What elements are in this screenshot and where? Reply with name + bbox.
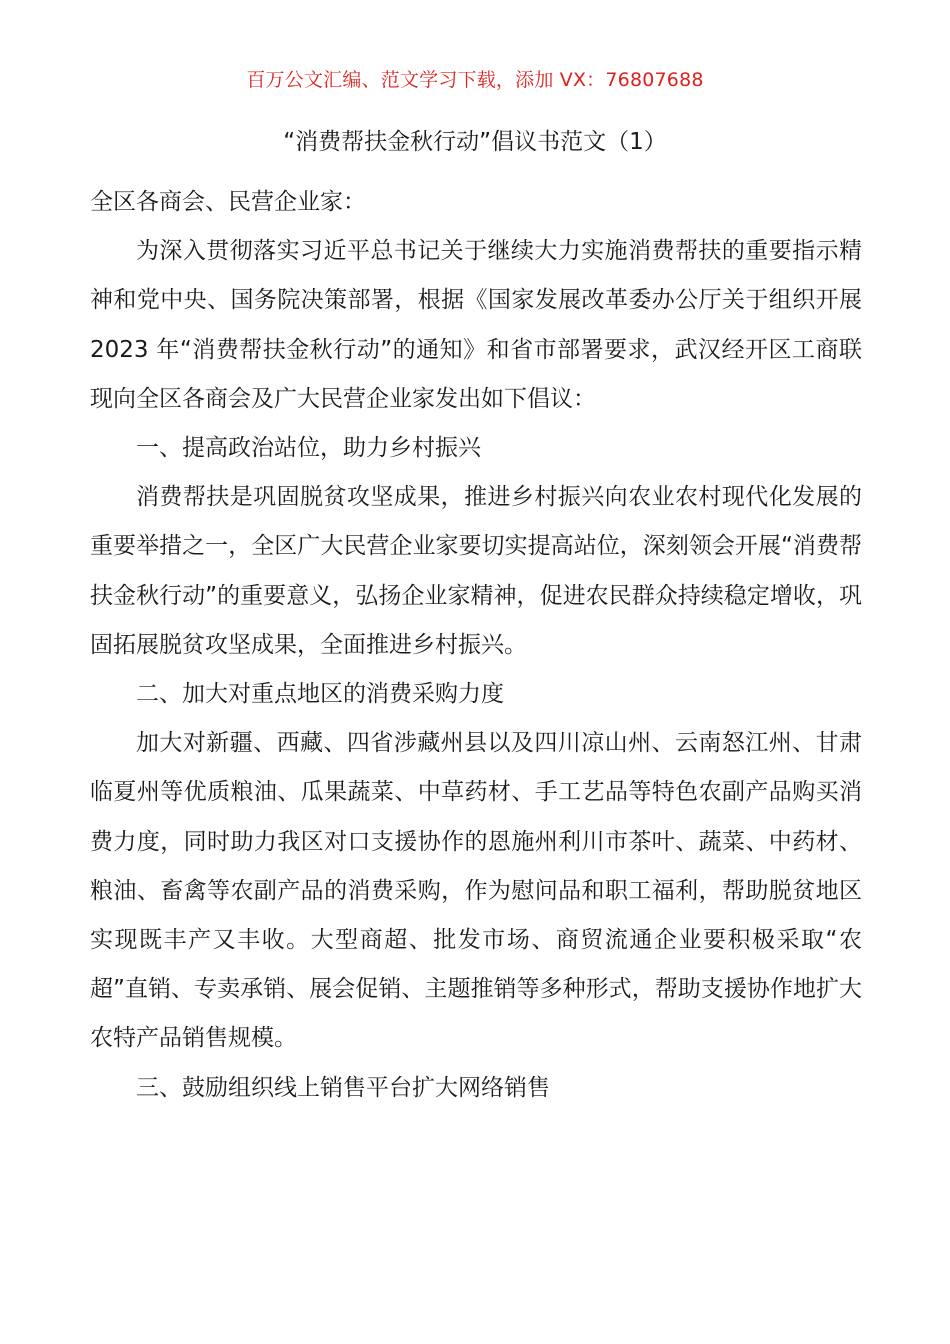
intro-paragraph: 为深入贯彻落实习近平总书记关于继续大力实施消费帮扶的重要指示精神和党中央、国务院决策部署，根据《国家发展改革委办公厅关于组织开展 2023 年“消费帮扶金秋行动”的通知》和省市部署要求，武汉经开区工商联现向全区各商会及广大民营企业家发出如下倡议： bbox=[90, 238, 862, 412]
section-heading-3: 三、鼓励组织线上销售平台扩大网络销售 bbox=[136, 1074, 550, 1101]
section-body-1: 消费帮扶是巩固脱贫攻坚成果，推进乡村振兴向农业农村现代化发展的重要举措之一，全区广大民营企业家要切实提高站位，深刻领会开展“消费帮扶金秋行动”的重要意义，弘扬企业家精神，促进农民群众持续稳定增收，巩固拓展脱贫攻坚成果，全面推进乡村振兴。 bbox=[90, 484, 862, 658]
promo-banner: 百万公文汇编、范文学习下载，添加 VX：76807688 bbox=[246, 69, 704, 91]
section-body-2: 加大对新疆、西藏、四省涉藏州县以及四川凉山州、云南怒江州、甘肃临夏州等优质粮油、瓜果蔬菜、中草药材、手工艺品等特色农副产品购买消费力度，同时助力我区对口支援协作的恩施州利川市茶叶、蔬菜、中药材、粮油、畜禽等农副产品的消费采购，作为慰问品和职工福利，帮助脱贫地区实现既丰产又丰收。大型商超、批发市场、商贸流通企业要积极采取“农超”直销、专卖承销、展会促销、主题推销等多种形式，帮助支援协作地扩大农特产品销售规模。 bbox=[90, 730, 862, 1052]
section-heading-2: 二、加大对重点地区的消费采购力度 bbox=[136, 681, 504, 708]
salutation: 全区各商会、民营企业家： bbox=[90, 189, 366, 215]
document-body bbox=[90, 178, 862, 1113]
document-title: “消费帮扶金秋行动”倡议书范文（1） bbox=[283, 129, 667, 155]
section-heading-1: 一、提高政治站位，助力乡村振兴 bbox=[136, 435, 481, 462]
